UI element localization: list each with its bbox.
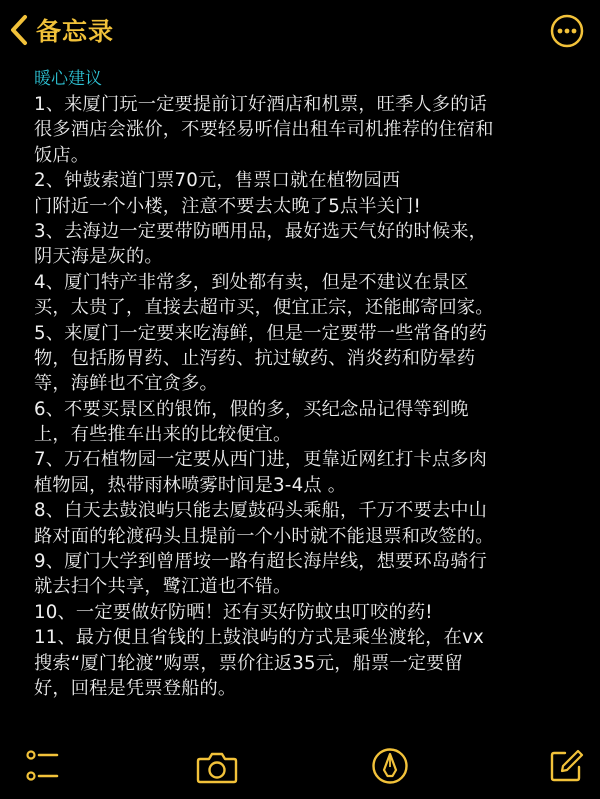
note-line: 3、去海边一定要带防晒用品，最好选天气好的时候来， [34,220,488,242]
ellipsis-circle-icon [550,33,584,52]
note-line: 搜索“厦门轮渡”购票，票价往返35元，船票一定要留 [34,652,463,674]
note-line: 很多酒店会涨价，不要轻易听信出租车司机推荐的住宿和 [34,119,494,141]
note-line: 路对面的轮渡码头且提前一个小时就不能退票和改签的。 [34,525,494,547]
note-line: 2、钟鼓索道门票70元，售票口就在植物园西 [34,170,401,192]
chevron-left-icon [6,12,32,48]
note-line: 门附近一个小楼，注意不要去太晚了5点半关门! [34,195,422,217]
compose-icon [548,748,584,784]
note-line: 植物园，热带雨林喷雾时间是3-4点 。 [34,474,347,496]
back-label: 备忘录 [36,17,115,46]
note-line: 7、万石植物园一定要从西门进，更靠近网红打卡点多肉 [34,449,488,471]
camera-button[interactable] [196,750,238,784]
back-button[interactable] [6,10,114,50]
note-line: 等，海鲜也不宜贪多。 [34,373,218,395]
note-line: 1、来厦门玩一定要提前订好酒店和机票，旺季人多的话 [34,94,488,115]
note-line: 9、厦门大学到曾厝垵一路有超长海岸线，想要环岛骑行 [34,551,488,573]
note-title: 暖心建议 [34,69,102,89]
navigation-bar [0,0,600,62]
more-button[interactable] [550,14,584,48]
note-line: 4、厦门特产非常多，到处都有卖，但是不建议在景区 [34,271,469,293]
note-line: 5、来厦门一定要来吃海鲜，但是一定要带一些常备的药 [34,322,488,344]
bottom-toolbar [0,740,600,799]
checklist-icon [26,748,60,784]
note-line: 饭店。 [34,144,90,166]
note-line: 就去扫个共享，鹭江道也不错。 [34,576,292,598]
note-line: 10、一定要做好防晒！还有买好防蚊虫叮咬的药! [34,601,433,623]
markup-button[interactable] [371,747,409,785]
note-line: 买，太贵了，直接去超市买，便宜正宗，还能邮寄回家。 [34,297,494,319]
note-line: 6、不要买景区的银饰，假的多，买纪念品记得等到晚 [34,398,469,420]
note-line: 阴天海是灰的。 [34,246,163,268]
camera-icon [196,750,238,784]
compose-button[interactable] [548,748,584,784]
note-line: 11、最方便且省钱的上鼓浪屿的方式是乘坐渡轮，在vx [34,627,484,649]
markup-pen-icon [371,747,409,785]
note-line: 物，包括肠胃药、止泻药、抗过敏药、消炎药和防晕药 [34,347,476,369]
note-line: 8、白天去鼓浪屿只能去厦鼓码头乘船，千万不要去中山 [34,500,488,522]
note-line: 上，有些推车出来的比较便宜。 [34,424,292,446]
note-text [34,92,590,701]
note-line: 好，回程是凭票登船的。 [34,677,237,699]
note-body[interactable] [34,66,590,701]
checklist-button[interactable] [26,748,60,784]
